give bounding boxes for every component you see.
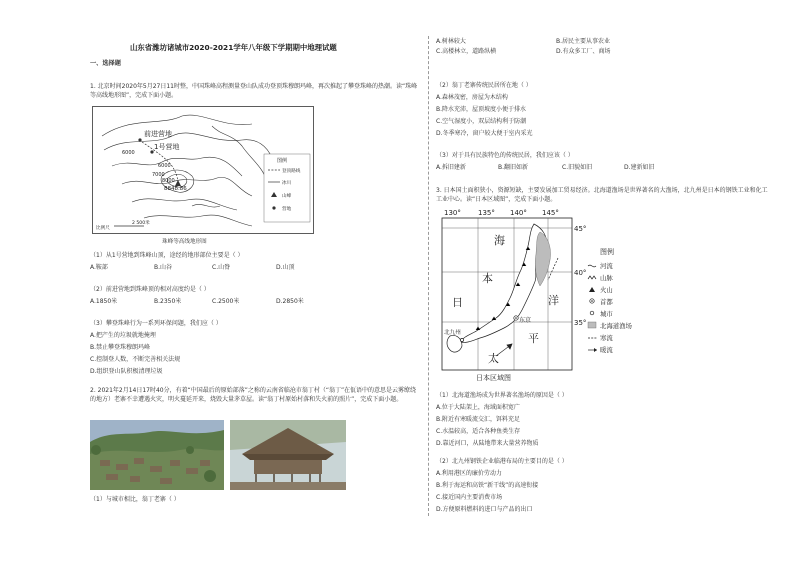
scale-value: 2 500米 [132,221,150,226]
q1-3-option-a: A.把产生的垃圾就地掩埋 [90,332,156,339]
question-1-2: （2）前进营地到珠峰顶的相对高度约是（ ） [90,286,210,293]
q1-2-option-d: D.2850米 [276,298,304,305]
section-heading: 一、选择题 [90,60,121,67]
lat-label-45: 45° [574,225,587,233]
legend-camp: 营地 [282,207,292,212]
question-2-intro: 2. 2021年2月14日17时40分，有着“中国最后的原始部落”之称的云南省临沧市翁丁村（“翁丁”在佤语中的意思是云雾缭绕的地方）老寨不幸遭遇火灾，明火蔓延开来，烧毁大量茅草屋。读“翁丁村原始村落和失火前的照片”，完成下面小题。 [90,387,417,403]
label-7000: 7000 [152,172,165,178]
sea-char-hai: 海 [494,234,505,247]
lon-label-140: 140° [510,209,527,217]
question-2-1: （1）与城市相比，翁丁老寨（ ） [90,496,180,503]
sea-char-ben: 本 [482,272,493,285]
question-3-2: （2）北九州钢铁企业临港布局的主要目的是（ ） [436,458,568,465]
legend-warm-current: 暖流 [600,346,613,354]
city-kitakyushu: 北九州 [444,330,461,336]
label-6000b: 6000 [158,163,171,169]
legend-volcano: 火山 [600,286,613,294]
q1-3-option-b: B.禁止攀登珠穆朗玛峰 [90,344,151,351]
label-camp1: 1号营地 [154,143,180,151]
q2-3-option-c: C.旧貌如旧 [562,164,593,171]
label-6000a: 6000 [122,150,135,156]
legend-title: 图例 [600,248,614,256]
label-camp: 前进营地 [144,130,172,138]
q1-2-option-c: C.2500米 [212,298,240,305]
japan-map-caption: 日本区域图 [476,374,511,382]
contour-map [92,106,314,234]
q1-1-option-b: B.山谷 [154,264,173,271]
q3-1-option-c: C.水温较高，适合各种鱼类生存 [436,428,521,435]
legend-capital: 首都 [600,298,613,306]
lon-label-130: 130° [444,209,461,217]
q2-1-option-d: D.有众多工厂、商场 [556,48,611,55]
question-3-1: （1）北海道渔场成为世界著名渔场的原因是（ ） [436,392,568,399]
q1-3-option-c: C.控制登人数，不断完善相关法规 [90,356,181,363]
q3-1-option-d: D.靠近河口，从陆地带来大量营养物质 [436,440,539,447]
legend-river: 河流 [600,262,613,270]
camp-icon [138,138,141,141]
contour-legend [264,154,310,222]
q1-1-option-d: D.山顶 [276,264,295,271]
legend-mountain: 山脉 [600,274,613,282]
lon-label-145: 145° [542,209,559,217]
sea-char-ping: 平 [528,332,539,345]
q2-1-option-c: C.高楼林立，道路纵横 [436,48,497,55]
city-marker [460,338,463,341]
q2-1-option-a: A.树林较大 [436,38,466,45]
q1-3-option-d: D.组织登山队积极清理垃圾 [90,368,163,375]
q3-2-option-c: C.接近国内主要消费市场 [436,494,503,501]
legend-city: 城市 [600,310,613,318]
legend-route: 登顶路线 [282,169,301,174]
legend-boundary: 冰川 [282,181,292,186]
sea-char-tai: 太 [488,352,499,365]
q1-2-option-b: B.2350米 [154,298,182,305]
q2-2-option-b: B.降水充沛，屋顶坡度小便于排水 [436,106,527,113]
scale-label: 比例尺 [96,226,110,231]
q1-1-option-c: C.山脊 [212,264,231,271]
column-divider [428,36,429,516]
q3-2-option-a: A.利用港区的廉价劳动力 [436,470,502,477]
q2-2-option-a: A.森林茂密，房屋为木结构 [436,94,508,101]
legend-cold-current: 寒流 [600,334,613,342]
lon-label-135: 135° [478,209,495,217]
label-8000: 8000 [162,178,175,184]
q3-1-option-a: A.位于大陆架上，海域面积宽广 [436,404,520,411]
q3-2-option-b: B.利于海运和高铁“新干线”的高速衔接 [436,482,539,489]
q1-1-option-a: A.鞍部 [90,264,108,271]
legend-title: 图例 [277,158,288,164]
lat-label-40: 40° [574,269,587,277]
japan-legend [586,246,666,366]
q2-3-option-a: A.拆旧建新 [436,164,466,171]
sea-char-yang: 洋 [548,294,559,307]
question-2-2: （2）翁丁老寨传统民居所在地（ ） [436,82,532,89]
q2-2-option-d: D.冬季寒冷，窗户较大便于室内采光 [436,130,533,137]
q3-1-option-b: B.附近有寒暖流交汇，饵料充足 [436,416,521,423]
city-tokyo: 东京 [519,317,532,324]
question-3-intro: 3. 日本国土面积狭小，资源短缺，主要发展加工贸易经济。北海道渔场是世界著名的大渔场，北九州是日本的钢铁工业和化工工业中心。读“日本区域图”，完成下面小题。 [436,187,768,203]
label-peak-height: 8848.86 [164,186,187,192]
legend-peak: 山峰 [282,194,292,199]
question-1-1: （1）从1号营地到珠峰山顶，途经的地形部位主要是（ ） [90,252,244,259]
q2-1-option-b: B.居民主要从事农业 [556,38,611,45]
question-2-3: （3）对于具有民族特色的传统民居，我们应该（ ） [436,152,574,159]
q1-2-option-a: A.1850米 [90,298,118,305]
legend-fishing-ground: 北海道渔场 [600,322,632,330]
lat-label-35: 35° [574,319,587,327]
question-1-3: （3）攀登珠峰行为一系列环保问题，我们应（ ） [90,320,222,327]
thatched-house-photo [230,420,346,490]
q3-2-option-d: D.方便原料燃料的进口与产品的出口 [436,506,533,513]
sea-char-ri: 日 [452,296,463,309]
village-aerial-photo [90,420,224,490]
q2-3-option-d: D.建新如旧 [624,164,655,171]
page-title: 山东省潍坊诸城市2020-2021学年八年级下学期期中地理试题 [130,43,337,52]
question-1-intro: 1. 北京时间2020年5月27日11时整，中国珠峰高程测量登山队成功登顶珠穆朗玛峰，再次推起了攀登珠峰的热潮。读“珠峰等高线地形图”，完成下面小题。 [90,83,418,99]
q2-2-option-c: C.空气湿度小，双层结构利于防潮 [436,118,527,125]
contour-map-caption: 珠峰等高线地形图 [162,239,207,245]
q2-3-option-b: B.翻旧如新 [498,164,529,171]
